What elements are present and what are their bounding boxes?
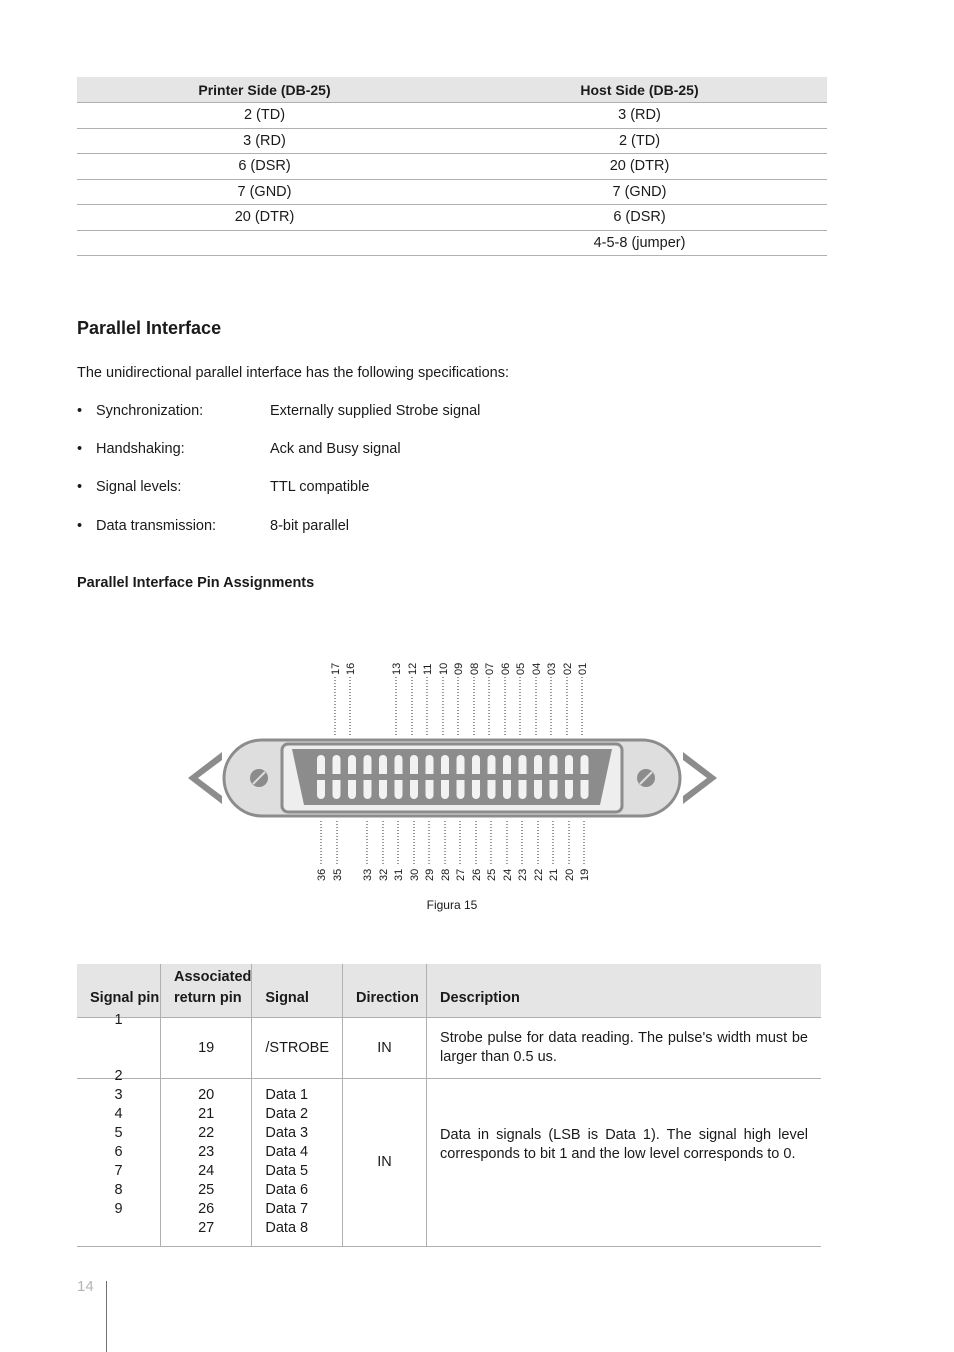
header-return-pin	[161, 964, 252, 1018]
table-row	[77, 1018, 821, 1079]
pin-label: 12	[407, 662, 419, 675]
pin-label: 35	[332, 868, 344, 881]
pin-label: 19	[579, 868, 591, 881]
table-row	[77, 103, 827, 129]
cell-return-pin: 19	[161, 1018, 252, 1079]
spec-label: Handshaking:	[96, 441, 185, 457]
pin-label: 25	[486, 868, 498, 881]
host-pin: 7 (GND)	[452, 179, 827, 205]
return-pin: 22	[198, 1125, 215, 1141]
table-row	[77, 1079, 821, 1247]
cell-return-pins	[161, 1079, 252, 1247]
cell-direction: IN	[343, 1018, 427, 1079]
bullet: •	[77, 479, 83, 495]
pin-number: 1	[114, 1012, 123, 1028]
spec-value: 8-bit parallel	[270, 518, 349, 534]
pin-label: 06	[500, 662, 512, 675]
pin-number: 7	[114, 1163, 123, 1179]
pin-label: 36	[316, 868, 328, 881]
pin-label: 10	[438, 662, 450, 675]
intro-text: The unidirectional parallel interface has the following specifications:	[77, 365, 510, 381]
spec-value: TTL compatible	[270, 479, 370, 495]
printer-pin: 2 (TD)	[77, 103, 452, 129]
return-pin: 25	[198, 1182, 215, 1198]
pin-number: 4	[114, 1106, 123, 1122]
header-printer-side: Printer Side (DB-25)	[77, 77, 452, 103]
signal-pin-table	[77, 964, 821, 1247]
pin-number: 2	[114, 1068, 123, 1084]
printer-pin: 7 (GND)	[77, 179, 452, 205]
pin-label: 03	[546, 662, 558, 675]
return-pin: 23	[198, 1144, 215, 1160]
cell-signals	[252, 1079, 343, 1247]
pin-label: 21	[548, 868, 560, 881]
signal-name: Data 4	[265, 1144, 309, 1160]
host-pin: 6 (DSR)	[452, 205, 827, 231]
spec-label: Data transmission:	[96, 518, 217, 534]
host-pin: 20 (DTR)	[452, 154, 827, 180]
spec-label: Signal levels:	[96, 479, 182, 495]
pin-number: 8	[114, 1182, 123, 1198]
pin-label: 17	[330, 662, 342, 675]
centronics-connector-diagram	[180, 655, 725, 887]
pin-number: 9	[114, 1201, 123, 1217]
right-bracket-shape	[683, 752, 717, 804]
cell-direction: IN	[343, 1079, 427, 1247]
pin-label: 24	[502, 868, 514, 881]
signal-name: Data 6	[265, 1182, 309, 1198]
pin-label: 22	[533, 868, 545, 881]
pin-label: 28	[440, 868, 452, 881]
pin-label: 20	[564, 868, 576, 881]
return-pin: 26	[198, 1201, 215, 1217]
signal-name: Data 2	[265, 1106, 309, 1122]
section-title: Parallel Interface	[77, 318, 222, 338]
return-pin: 20	[198, 1087, 215, 1103]
signal-name: Data 5	[265, 1163, 309, 1179]
host-pin: 3 (RD)	[452, 103, 827, 129]
pin-label: 31	[393, 868, 405, 881]
cell-signal: /STROBE	[252, 1018, 343, 1079]
pin-label: 16	[345, 662, 357, 675]
spec-value: Ack and Busy signal	[270, 441, 401, 457]
pin-label: 30	[409, 868, 421, 881]
return-pin: 24	[198, 1163, 215, 1179]
printer-pin: 20 (DTR)	[77, 205, 452, 231]
printer-pin: 3 (RD)	[77, 128, 452, 154]
pin-label: 04	[531, 662, 543, 675]
header-signal: Signal	[252, 964, 343, 1018]
pin-number: 5	[114, 1125, 123, 1141]
table-row	[77, 179, 827, 205]
pin-label: 08	[469, 662, 481, 675]
cell-description: Data in signals (LSB is Data 1). The signal high level corresponds to bit 1 and the low level corresponds to 0.	[427, 1079, 821, 1247]
contact-divider	[310, 774, 594, 780]
cell-signal-pins	[77, 1068, 161, 1247]
serial-pin-table	[77, 77, 827, 256]
pin-label: 27	[455, 868, 467, 881]
cell-description: Strobe pulse for data reading. The pulse's width must be larger than 0.5 us.	[427, 1018, 821, 1079]
bottom-pin-labels	[316, 821, 591, 881]
host-pin: 2 (TD)	[452, 128, 827, 154]
table-row	[77, 230, 827, 256]
bullet: •	[77, 441, 83, 457]
table-row	[77, 154, 827, 180]
return-pin: 27	[198, 1220, 215, 1236]
host-pin: 4-5-8 (jumper)	[452, 230, 827, 256]
bullet: •	[77, 403, 83, 419]
pin-label: 32	[378, 868, 390, 881]
header-description: Description	[427, 964, 821, 1018]
table-row	[77, 128, 827, 154]
pin-label: 23	[517, 868, 529, 881]
pin-label: 07	[484, 662, 496, 675]
signal-name: Data 8	[265, 1220, 309, 1236]
header-return-line2: return pin	[174, 990, 242, 1006]
pin-label: 11	[422, 663, 434, 675]
figure-caption: Figura 15	[426, 898, 478, 912]
bullet: •	[77, 518, 83, 534]
spec-label: Synchronization:	[96, 403, 204, 419]
pin-label: 02	[562, 662, 574, 675]
left-bracket-shape	[188, 752, 222, 804]
top-pin-labels	[330, 663, 589, 735]
page-number: 14	[77, 1278, 94, 1295]
pin-label: 09	[453, 662, 465, 675]
return-pin: 21	[198, 1106, 215, 1122]
printer-pin	[77, 230, 452, 256]
pin-label: 33	[362, 868, 374, 881]
header-direction: Direction	[343, 964, 427, 1018]
signal-name: Data 3	[265, 1125, 309, 1141]
signal-name: Data 1	[265, 1087, 309, 1103]
table-row	[77, 205, 827, 231]
pin-assignments-heading: Parallel Interface Pin Assignments	[77, 575, 315, 591]
pin-label: 13	[391, 662, 403, 675]
footer-divider	[106, 1281, 107, 1352]
header-signal-pin: Signal pin	[77, 964, 161, 1018]
pin-label: 29	[424, 868, 436, 881]
printer-pin: 6 (DSR)	[77, 154, 452, 180]
pin-label: 26	[471, 868, 483, 881]
spec-value: Externally supplied Strobe signal	[270, 403, 481, 419]
header-host-side: Host Side (DB-25)	[452, 77, 827, 103]
header-return-line1: Associated	[174, 969, 252, 985]
pin-label: 05	[515, 662, 527, 675]
signal-name: Data 7	[265, 1201, 309, 1217]
pin-number: 3	[114, 1087, 123, 1103]
pin-number: 6	[114, 1144, 123, 1160]
cell-signal-pin	[77, 1012, 161, 1079]
pin-label: 01	[577, 662, 589, 675]
